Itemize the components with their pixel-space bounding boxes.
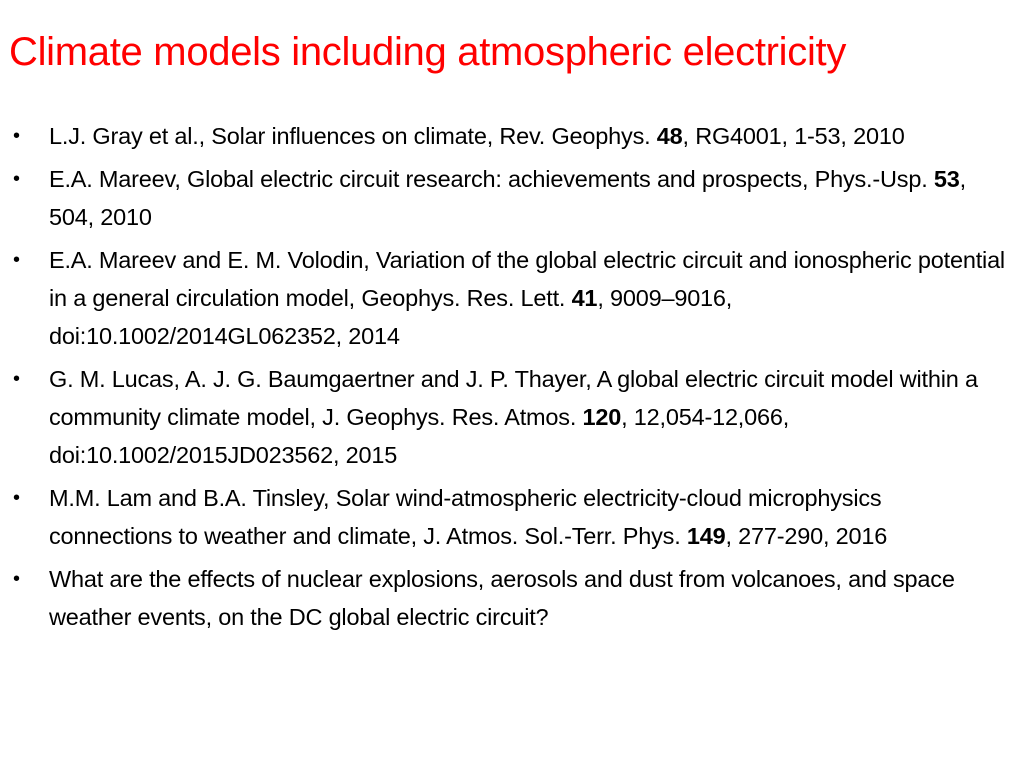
reference-volume: 48	[656, 123, 683, 149]
bullet-marker: •	[13, 568, 20, 590]
reference-volume: 53	[933, 166, 960, 192]
bullet-marker: •	[13, 125, 20, 147]
list-item	[0, 360, 1024, 474]
reference-text: , RG4001, 1-53, 2010	[682, 123, 905, 149]
reference-text: L.J. Gray et al., Solar influences on climate, Rev. Geophys.	[49, 123, 657, 149]
bullet-marker: •	[13, 487, 20, 509]
reference-text: , 9009–9016, doi:10.1002/2014GL062352, 2014	[49, 285, 733, 349]
question-text: What are the effects of nuclear explosions, aerosols and dust from volcanoes, and space weather events, on the DC global electric circuit?	[49, 566, 955, 630]
bullet-marker: •	[13, 249, 20, 271]
list-item	[0, 117, 1024, 155]
reference-volume: 41	[571, 285, 598, 311]
reference-text: G. M. Lucas, A. J. G. Baumgaertner and J. P. Thayer, A global electric circuit model within a community climate model, J. Geophys. Res. Atmos.	[49, 366, 978, 430]
reference-volume: 149	[686, 523, 726, 549]
reference-volume: 120	[582, 404, 622, 430]
reference-text: , 277-290, 2016	[725, 523, 888, 549]
list-item	[0, 560, 1024, 636]
bullet-marker: •	[13, 168, 20, 190]
reference-text: E.A. Mareev, Global electric circuit research: achievements and prospects, Phys.-Usp.	[49, 166, 934, 192]
reference-text: , 12,054-12,066, doi:10.1002/2015JD023562, 2015	[49, 404, 790, 468]
reference-text: E.A. Mareev and E. M. Volodin, Variation of the global electric circuit and ionospheric potential in a general circulation model, Geophys. Res. Lett.	[49, 247, 1005, 311]
list-item	[0, 241, 1024, 355]
reference-text: M.M. Lam and B.A. Tinsley, Solar wind-atmospheric electricity-cloud microphysics connections to weather and climate, J. Atmos. Sol.-Terr. Phys.	[49, 485, 882, 549]
slide-title: Climate models including atmospheric electricity	[9, 30, 847, 74]
reference-text: , 504, 2010	[49, 166, 966, 230]
bullet-list	[0, 117, 1024, 641]
list-item	[0, 160, 1024, 236]
list-item	[0, 479, 1024, 555]
bullet-marker: •	[13, 368, 20, 390]
